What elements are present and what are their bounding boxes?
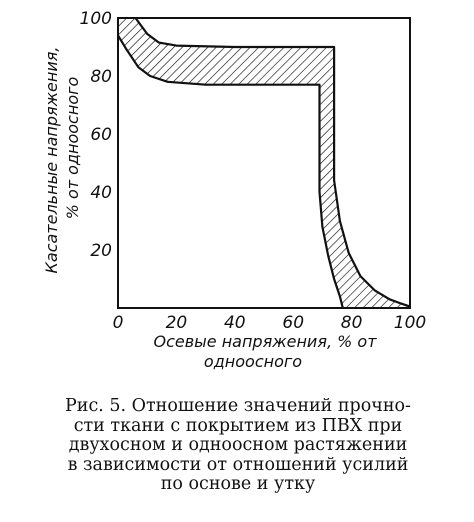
x-tick-label: 0: [112, 313, 124, 333]
x-axis-title-line1: Осевые напряжения, % от: [153, 332, 377, 351]
y-tick-label: 80: [90, 67, 112, 87]
hatched-band: [118, 18, 410, 308]
x-tick-label: 40: [223, 313, 246, 333]
y-axis-title-line2: % от одноосного: [63, 76, 82, 220]
x-tick-labels: [113, 313, 427, 333]
y-tick-labels: [80, 9, 112, 261]
y-tick-label: 60: [90, 125, 112, 145]
y-axis-title-line1: Касательные напряжения,: [42, 46, 61, 274]
x-tick-label: 100: [393, 313, 427, 333]
x-axis-title-line2: одноосного: [203, 352, 303, 371]
x-tick-label: 20: [165, 313, 188, 333]
figure-caption: Рис. 5. Отношение значений прочно- сти ткани с покрытием из ПВХ при двухосном и одноосном растяжении в зависимости от отношений усилий по основе и утку: [65, 396, 411, 495]
x-tick-label: 80: [340, 313, 363, 333]
y-tick-label: 40: [90, 183, 112, 203]
plot-area: [80, 9, 427, 333]
y-tick-label: 100: [79, 9, 112, 29]
x-tick-label: 60: [282, 313, 305, 333]
y-tick-label: 20: [90, 241, 112, 261]
